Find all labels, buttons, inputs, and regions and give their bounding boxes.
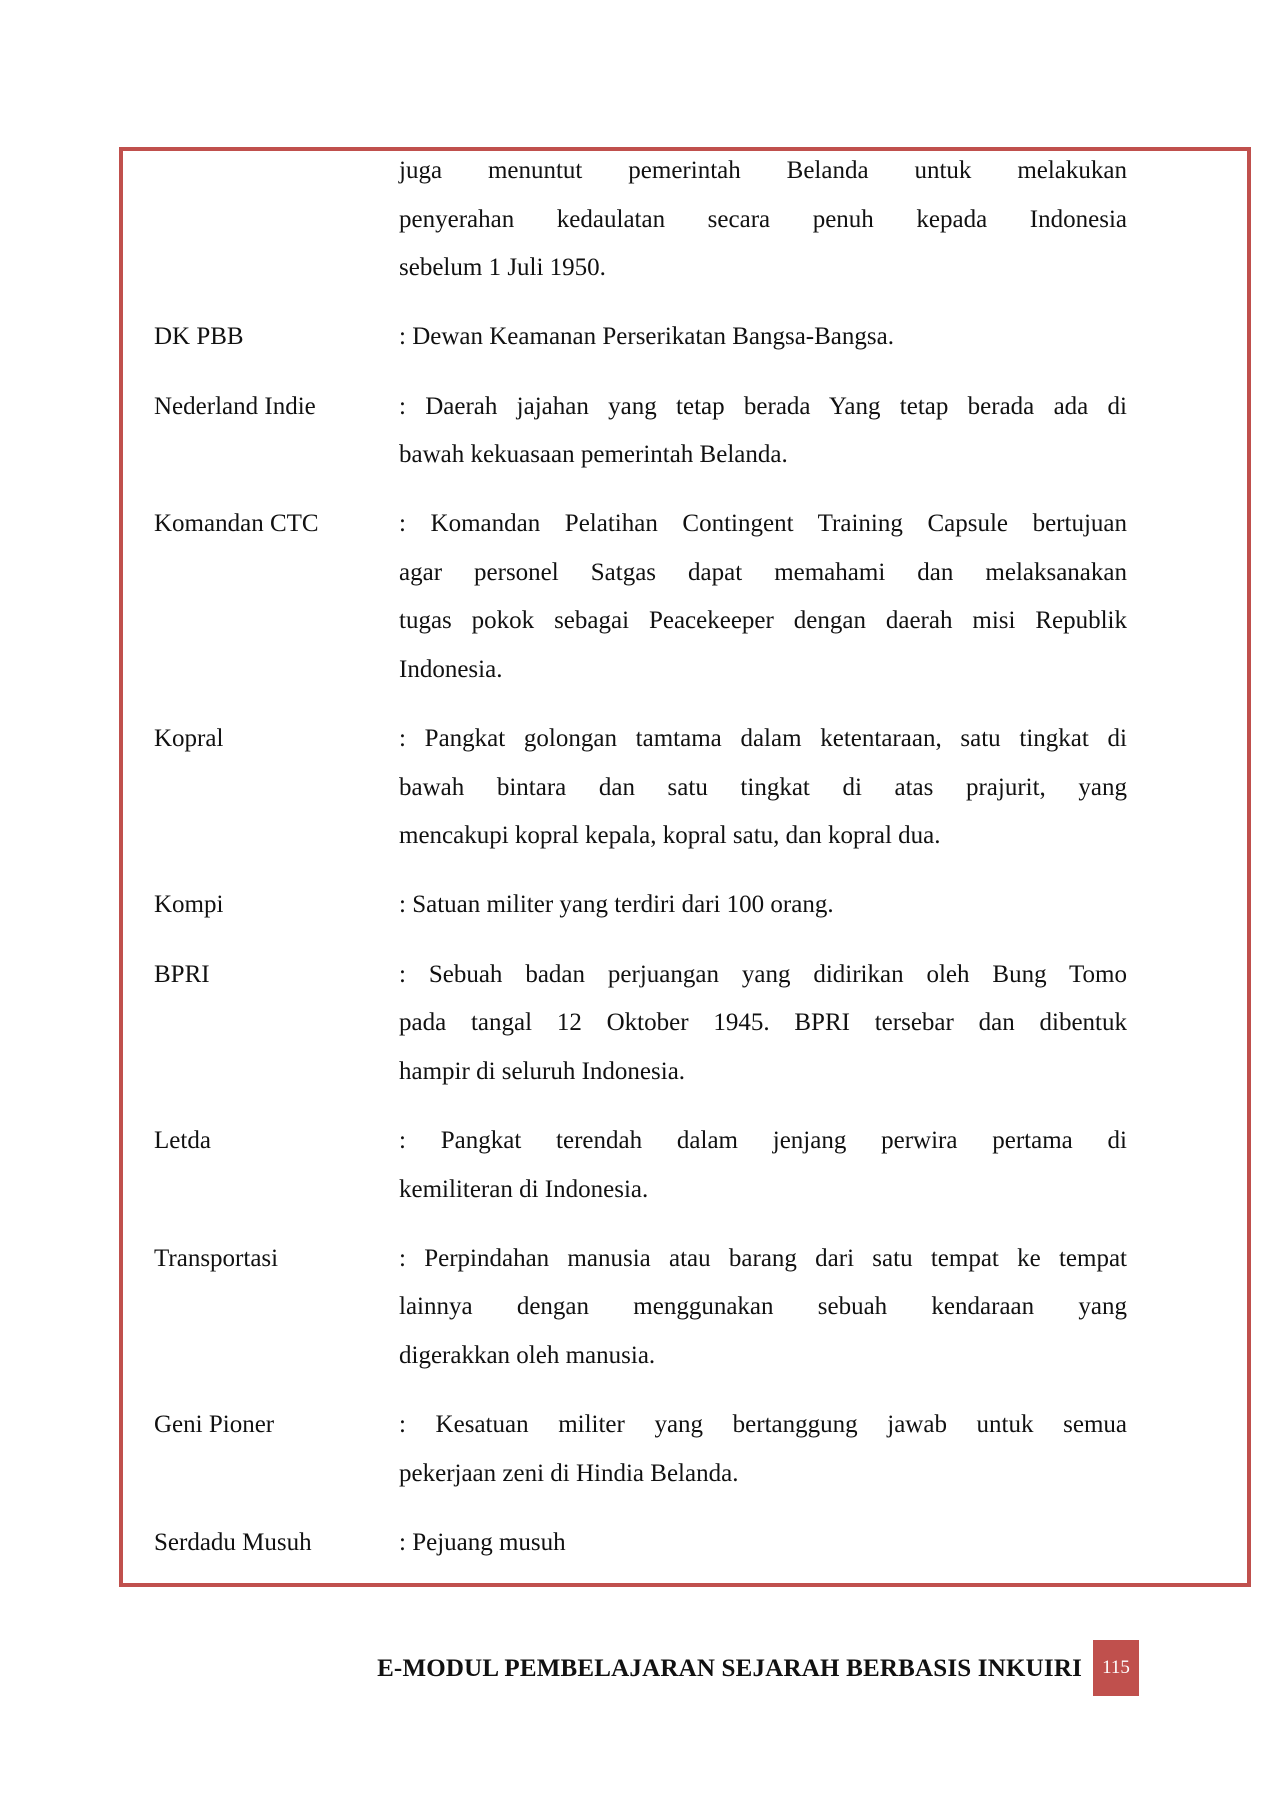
glossary-term: DK PBB: [154, 323, 244, 351]
glossary-definition: [399, 951, 1127, 1097]
definition-line: bawah kekuasaan pemerintah Belanda.: [399, 441, 788, 469]
definition-line: Indonesia.: [399, 655, 503, 683]
glossary-definition: [399, 1401, 1127, 1498]
glossary-entry: [154, 1401, 1127, 1498]
glossary-list: [154, 147, 1127, 1588]
definition-line: : Perpindahan manusia atau barang dari satu tempat ke tempat: [399, 1244, 1127, 1272]
glossary-term: Geni Pioner: [154, 1411, 275, 1439]
definition-line: penyerahan kedaulatan secara penuh kepada Indonesia: [399, 205, 1127, 233]
glossary-term: Letda: [154, 1127, 211, 1155]
page-number: 115: [1093, 1640, 1139, 1696]
glossary-term: Serdadu Musuh: [154, 1528, 312, 1556]
glossary-definition: [399, 500, 1127, 694]
definition-line: hampir di seluruh Indonesia.: [399, 1057, 686, 1085]
definition-line: bawah bintara dan satu tingkat di atas prajurit, yang: [399, 773, 1127, 801]
definition-line: sebelum 1 Juli 1950.: [399, 254, 606, 281]
definition-line: pada tangal 12 Oktober 1945. BPRI tersebar dan dibentuk: [399, 1009, 1127, 1037]
glossary-term: Kopral: [154, 725, 224, 753]
glossary-entry: [154, 1519, 1127, 1568]
definition-line: kemiliteran di Indonesia.: [399, 1175, 649, 1203]
glossary-entry: [154, 1117, 1127, 1214]
glossary-definition: [399, 1117, 1127, 1214]
footer-title: E-MODUL PEMBELAJARAN SEJARAH BERBASIS INKUIRI: [377, 1655, 1082, 1682]
glossary-entry: [154, 500, 1127, 694]
glossary-definition: [399, 881, 1127, 930]
glossary-term: BPRI: [154, 960, 210, 988]
definition-line: : Daerah jajahan yang tetap berada Yang tetap berada ada di: [399, 392, 1127, 420]
glossary-term: Nederland Indie: [154, 392, 316, 420]
glossary-entry: [154, 383, 1127, 480]
glossary-entry: [154, 1235, 1127, 1381]
glossary-definition: [399, 313, 1127, 362]
definition-line: : Satuan militer yang terdiri dari 100 orang.: [399, 891, 834, 919]
definition-line: : Pangkat terendah dalam jenjang perwira pertama di: [399, 1127, 1127, 1155]
definition-line: agar personel Satgas dapat memahami dan melaksanakan: [399, 558, 1127, 586]
definition-line: lainnya dengan menggunakan sebuah kendaraan yang: [399, 1293, 1127, 1321]
glossary-entry: [154, 715, 1127, 861]
definition-line: juga menuntut pemerintah Belanda untuk melakukan: [399, 157, 1127, 184]
glossary-definition: [399, 1235, 1127, 1381]
glossary-definition: [399, 147, 1127, 293]
definition-line: mencakupi kopral kepala, kopral satu, dan kopral dua.: [399, 822, 941, 850]
definition-line: : Dewan Keamanan Perserikatan Bangsa-Bangsa.: [399, 323, 894, 351]
definition-line: pekerjaan zeni di Hindia Belanda.: [399, 1459, 739, 1487]
glossary-entry: [154, 313, 1127, 362]
glossary-entry: [154, 147, 1127, 293]
definition-line: : Sebuah badan perjuangan yang didirikan oleh Bung Tomo: [399, 960, 1127, 988]
definition-line: tugas pokok sebagai Peacekeeper dengan daerah misi Republik: [399, 607, 1127, 635]
glossary-term: [154, 147, 399, 293]
glossary-definition: [399, 1519, 1127, 1568]
definition-line: : Kesatuan militer yang bertanggung jawab untuk semua: [399, 1411, 1127, 1439]
glossary-term: Komandan CTC: [154, 510, 319, 538]
glossary-definition: [399, 715, 1127, 861]
glossary-entry: [154, 881, 1127, 930]
glossary-term: Transportasi: [154, 1244, 279, 1272]
glossary-definition: [399, 383, 1127, 480]
definition-line: : Pejuang musuh: [399, 1528, 566, 1556]
definition-line: : Pangkat golongan tamtama dalam ketentaraan, satu tingkat di: [399, 725, 1127, 753]
glossary-term: Kompi: [154, 891, 224, 919]
glossary-entry: [154, 951, 1127, 1097]
definition-line: : Komandan Pelatihan Contingent Training Capsule bertujuan: [399, 510, 1127, 538]
definition-line: digerakkan oleh manusia.: [399, 1341, 656, 1369]
